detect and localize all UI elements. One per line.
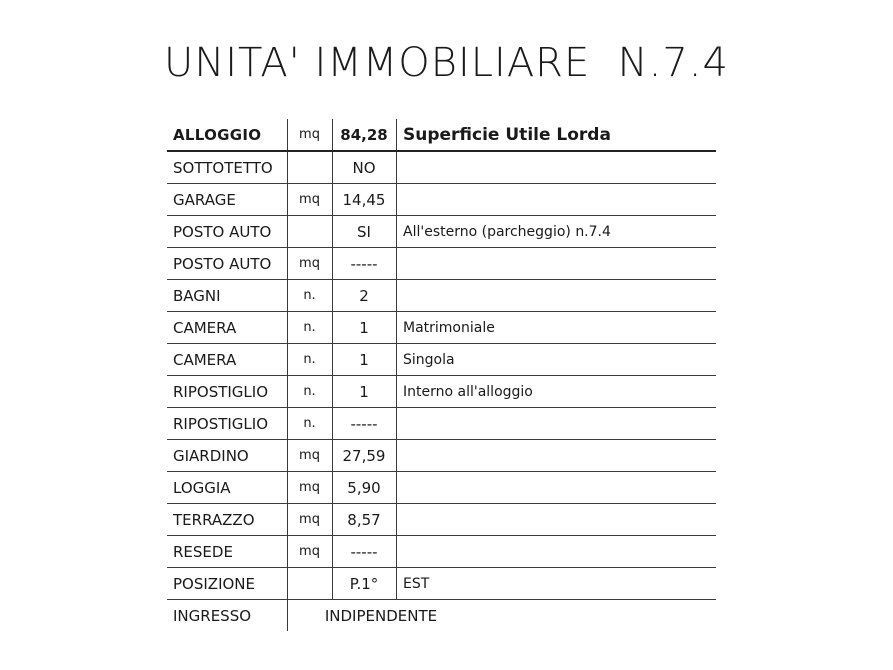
- row-unit: n.: [303, 288, 316, 303]
- row-unit: [287, 568, 332, 599]
- row-label: SOTTOTETTO: [173, 158, 273, 177]
- row-unit: mq: [299, 480, 320, 495]
- row-note: [403, 408, 715, 439]
- row-note: [403, 472, 715, 503]
- row-value: INDIPENDENTE: [324, 606, 438, 625]
- row-note: Matrimoniale: [403, 319, 495, 336]
- row-note: [403, 504, 715, 535]
- row-label: BAGNI: [173, 286, 221, 305]
- row-value: SI: [357, 222, 371, 241]
- row-unit: n.: [303, 320, 316, 335]
- row-unit: mq: [299, 512, 320, 527]
- row-unit: n.: [303, 384, 316, 399]
- row-note: [403, 280, 715, 311]
- table-row: [167, 568, 716, 600]
- row-note: [403, 152, 715, 183]
- row-value: -----: [350, 414, 378, 433]
- table-row: [167, 119, 716, 152]
- row-label: GARAGE: [173, 190, 236, 209]
- table-row: [167, 312, 716, 344]
- row-unit: [287, 152, 332, 183]
- row-note: [403, 184, 715, 215]
- row-value: 1: [359, 382, 369, 401]
- row-label: RIPOSTIGLIO: [173, 382, 269, 401]
- table-row: [167, 440, 716, 472]
- row-unit: mq: [299, 192, 320, 207]
- row-note: Singola: [403, 351, 455, 368]
- row-label: POSTO AUTO: [173, 254, 272, 273]
- row-value: NO: [352, 158, 376, 177]
- table-row: [167, 248, 716, 280]
- table-row: [167, 472, 716, 504]
- property-table: [167, 119, 716, 631]
- row-label: CAMERA: [173, 318, 237, 337]
- row-label: RIPOSTIGLIO: [173, 414, 269, 433]
- row-note: [403, 440, 715, 471]
- table-row: [167, 216, 716, 248]
- row-value: 2: [359, 286, 369, 305]
- row-label: POSTO AUTO: [173, 222, 272, 241]
- row-note: Superficie Utile Lorda: [403, 124, 611, 145]
- row-note: [403, 248, 715, 279]
- row-value: 14,45: [342, 190, 386, 209]
- row-value: 84,28: [340, 125, 388, 144]
- row-label: CAMERA: [173, 350, 237, 369]
- row-value: 1: [359, 350, 369, 369]
- table-row: [167, 152, 716, 184]
- row-note: Interno all'alloggio: [403, 383, 533, 400]
- table-row: [167, 408, 716, 440]
- row-label: GIARDINO: [173, 446, 249, 465]
- row-note: [403, 536, 715, 567]
- row-value: 27,59: [342, 446, 386, 465]
- row-label: TERRAZZO: [173, 510, 255, 529]
- row-value: 5,90: [347, 478, 381, 497]
- table-row: [167, 376, 716, 408]
- row-unit: mq: [299, 544, 320, 559]
- row-unit: n.: [303, 416, 316, 431]
- row-unit: n.: [303, 352, 316, 367]
- table-row: [167, 536, 716, 568]
- row-value: 8,57: [347, 510, 381, 529]
- row-label: POSIZIONE: [173, 574, 256, 593]
- row-label: LOGGIA: [173, 478, 231, 497]
- row-note: All'esterno (parcheggio) n.7.4: [403, 223, 611, 240]
- row-value: P.1°: [349, 574, 379, 593]
- table-row: [167, 344, 716, 376]
- table-row: [167, 184, 716, 216]
- row-unit: mq: [299, 127, 320, 142]
- row-label: INGRESSO: [173, 606, 252, 625]
- row-unit: mq: [299, 448, 320, 463]
- row-note: EST: [403, 575, 430, 592]
- row-value: -----: [350, 254, 378, 273]
- table-row: [167, 280, 716, 312]
- row-label: ALLOGGIO: [173, 125, 262, 144]
- table-row: [167, 504, 716, 536]
- row-unit: mq: [299, 256, 320, 271]
- row-value: 1: [359, 318, 369, 337]
- row-value: -----: [350, 542, 378, 561]
- table-row-ingresso: [167, 600, 716, 631]
- page-title: UNITA' IMMOBILIARE N.7.4: [164, 40, 729, 86]
- row-unit: [287, 216, 332, 247]
- row-label: RESEDE: [173, 542, 233, 561]
